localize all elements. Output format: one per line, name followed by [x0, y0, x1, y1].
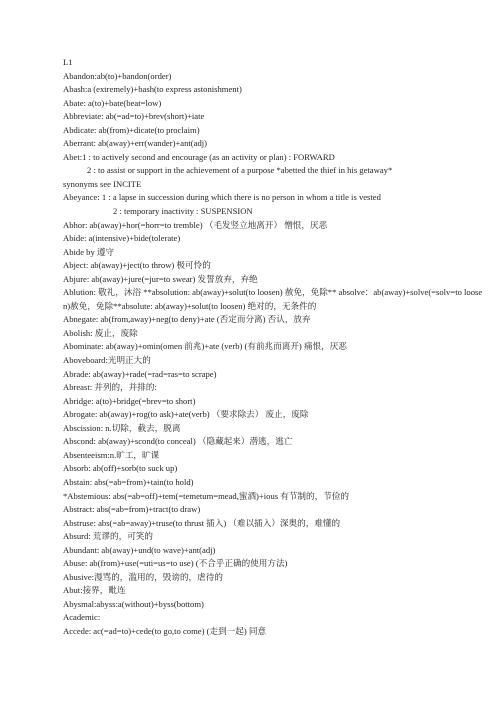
- entry-line: Abstruse: abs(=ab=away)+truse(to thrust 插入) （难以插入）深奥的，难懂的: [63, 517, 341, 528]
- entry-line: Abdicate: ab(from)+dicate(to proclaim): [63, 124, 200, 135]
- entry-line: Abstract: abs(=ab=from)+tract(to draw): [63, 504, 201, 515]
- entry-line: Abrade: ab(away)+rade(=rad=ras=to scrape): [63, 368, 217, 379]
- entry-line: Abeyance: 1 : a lapse in succession during which there is no person in whom a title is vested: [63, 192, 381, 203]
- entry-line: Abject: ab(away)+ject(to throw) 极可怜的: [63, 260, 211, 271]
- entry-line: Abnegate: ab(from,away)+neg(to deny)+ate (否定而分离) 否认，放弃: [63, 314, 311, 325]
- entry-line: Aboveboard:光明正大的: [63, 355, 151, 366]
- entry-line: Abbreviate: ab(=ad=to)+brev(short)+iate: [63, 111, 205, 122]
- entry-line: Abscond: ab(away)+scond(to conceal) （隐藏起来）潜逃，逃亡: [63, 436, 293, 447]
- entry-line: Abandon:ab(to)+bandon(order): [63, 70, 172, 81]
- document-body: [63, 56, 483, 639]
- entry-line: *Abstemious: abs(=ab=off)+tem(=temetum=mead,蜜酒)+ious 有节制的，节俭的: [63, 490, 349, 501]
- entry-line: Absenteeism:n.旷工，旷课: [63, 449, 160, 460]
- entry-line: Abusive:漫骂的，滥用的，毁谤的，虐待的: [63, 571, 223, 582]
- entry-line: Ablution: 敬礼，沐浴 **absolution: ab(away)+solut(to loosen) 赦免，免除** absolve：ab(away)+solve(=solv=to loosen)赦免，免除**absolute: ab(away)+solut(to loosen) 绝对的，无条件的: [63, 287, 483, 311]
- entry-line: Academic:: [63, 612, 101, 623]
- entry-line: Abysmal:abyss:a(without)+byss(bottom): [63, 598, 204, 609]
- entry-line: Abate: a(to)+bate(beat=low): [63, 97, 162, 108]
- entry-line: Abet:1 : to actively second and encourage (as an activity or plan) : FORWARD: [63, 151, 335, 162]
- entry-line: Abscission: n.切除，截去，脱离: [63, 422, 181, 433]
- entry-line: synonyms see INCITE: [63, 178, 142, 189]
- entry-line: Abundant: ab(away)+und(to wave)+ant(adj): [63, 544, 216, 555]
- entry-line: Abominate: ab(away)+omin(omen 前兆)+ate (verb) (有前兆而离开) 痛恨，厌恶: [63, 341, 347, 352]
- entry-line: Abstain: abs(=ab=from)+tain(to hold): [63, 476, 194, 487]
- entry-line: Aberrant: ab(away)+err(wander)+ant(adj): [63, 138, 208, 149]
- entry-line: Abrogate: ab(away)+rog(to ask)+ate(verb) （要求除去） 废止，废除: [63, 409, 309, 420]
- entry-line: Abridge: a(to)+bridge(=brev=to short): [63, 395, 196, 406]
- entry-line: Abut:接界，毗连: [63, 585, 126, 596]
- section-heading: L1: [63, 57, 73, 67]
- entry-line: Abide by 遵守: [63, 246, 115, 257]
- entry-line: Abreast: 并列的，并排的:: [63, 382, 157, 393]
- entry-line: Absurd: 荒谬的，可笑的: [63, 531, 153, 542]
- entry-line: Abolish: 废止，废除: [63, 327, 138, 338]
- entry-line: Abide: a(intensive)+bide(tolerate): [63, 233, 181, 244]
- entry-line: Abuse: ab(from)+use(=uti=us=to use) (不合乎正确的使用方法): [63, 558, 288, 569]
- entry-line: Abjure: ab(away)+jure(=jur=to swear) 发誓放弃，弃绝: [63, 273, 258, 284]
- entry-line: Accede: ac(=ad=to)+cede(to go,to come) (走到一起) 同意: [63, 625, 267, 636]
- entry-line: Absorb: ab(off)+sorb(to suck up): [63, 463, 178, 474]
- entry-line: 2 : to assist or support in the achievement of a purpose *abetted the thief in his getaway*: [87, 165, 393, 176]
- entry-line: Abash:a (extremely)+bash(to express astonishment): [63, 84, 242, 95]
- entry-line: Abhor: ab(away)+hor(=horr=to tremble) （毛发竖立地离开） 憎恨，厌恶: [63, 219, 328, 230]
- entry-line: 2 : temporary inactivity : SUSPENSION: [113, 206, 253, 217]
